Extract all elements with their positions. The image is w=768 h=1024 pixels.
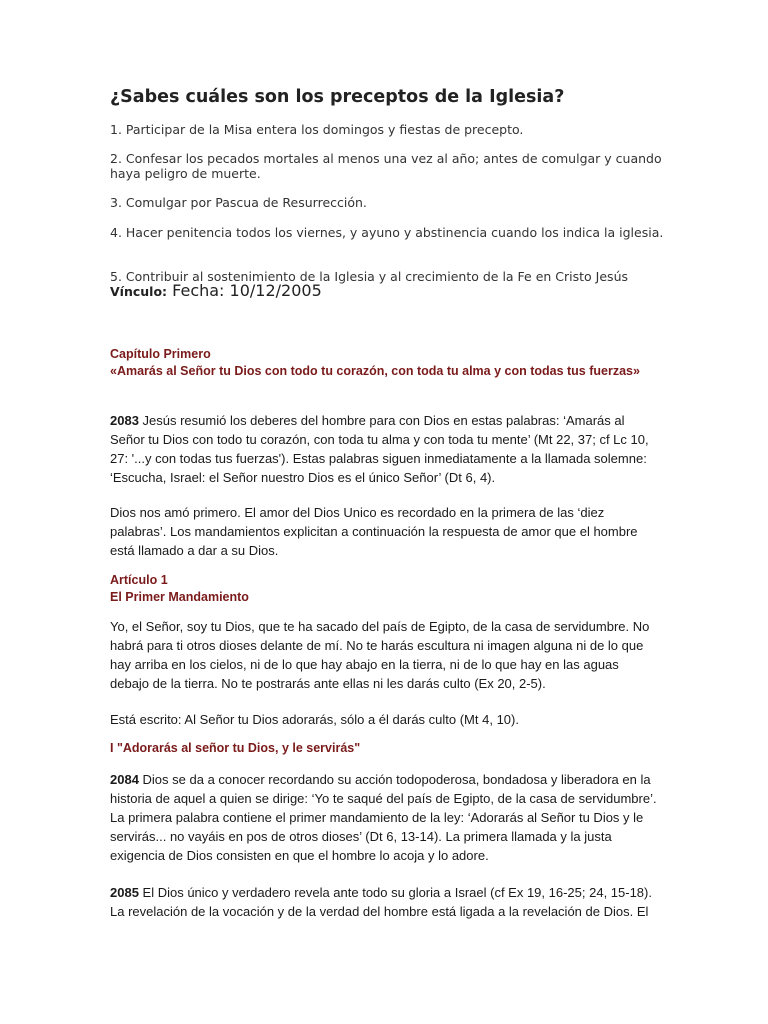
chapter-quote: «Amarás al Señor tu Dios con todo tu corazón, con toda tu alma y con todas tus fuerzas» <box>110 364 640 378</box>
paragraph-2083 <box>110 411 660 487</box>
article-heading <box>110 572 710 606</box>
page-title: ¿Sabes cuáles son los preceptos de la Iglesia? <box>110 87 565 107</box>
paragraph-dios-nos-amo: Dios nos amó primero. El amor del Dios Unico es recordado en la primera de las ‘diez palabras’. Los mandamientos explicitan a continuación la respuesta de amor que el hombre está llamado a dar a su Dios. <box>110 505 638 558</box>
paragraph-2085 <box>110 883 660 921</box>
chapter-heading <box>110 346 710 380</box>
paragraph-number: 2083 <box>110 413 139 428</box>
paragraph-number: 2084 <box>110 772 139 787</box>
precept-3: 3. Comulgar por Pascua de Resurrección. <box>110 195 367 210</box>
paragraph-text: Dios se da a conocer recordando su acción todopoderosa, bondadosa y liberadora en la historia de aquel a quien se dirige: ‘Yo te saqué del país de Egipto, de la casa de servidumbre’. La primera palabra contiene el primer mandamiento de la ley: ‘Adorarás al Señor tu Dios y le servirás... no vayáis en pos de otros dioses’ (Dt 6, 13-14). La primera llamada y la justa exigencia de Dios consisten en que el hombre lo acoja y lo adore. <box>110 772 657 863</box>
paragraph-text: El Dios único y verdadero revela ante todo su gloria a Israel (cf Ex 19, 16-25; 24, 15-18). La revelación de la vocación y de la verdad del hombre está ligada a la revelación de Dios. El <box>110 885 652 919</box>
vinculo-label: Vínculo: <box>110 284 168 299</box>
article-title: El Primer Mandamiento <box>110 590 249 604</box>
paragraph-esta-escrito: Está escrito: Al Señor tu Dios adorarás, sólo a él darás culto (Mt 4, 10). <box>110 712 519 727</box>
paragraph-2084 <box>110 770 660 865</box>
fecha-date: Fecha: 10/12/2005 <box>172 281 322 300</box>
precept-2: 2. Confesar los pecados mortales al menos una vez al año; antes de comulgar y cuando haya peligro de muerte. <box>110 151 662 181</box>
precept-1: 1. Participar de la Misa entera los domingos y fiestas de precepto. <box>110 122 524 137</box>
paragraph-number: 2085 <box>110 885 139 900</box>
chapter-label: Capítulo Primero <box>110 347 211 361</box>
section-heading: I "Adorarás al señor tu Dios, y le servirás" <box>110 741 361 755</box>
precept-5: 5. Contribuir al sostenimiento de la Iglesia y al crecimiento de la Fe en Cristo Jesús <box>110 269 629 284</box>
paragraph-yo-el-senor: Yo, el Señor, soy tu Dios, que te ha sacado del país de Egipto, de la casa de servidumbre. No habrá para ti otros dioses delante de mí. No te harás escultura ni imagen alguna ni de lo que hay arriba en los cielos, ni de lo que hay abajo en la tierra, ni de lo que hay en las aguas debajo de la tierra. No te postrarás ante ellas ni les darás culto (Ex 20, 2-5). <box>110 619 650 691</box>
paragraph-text: Jesús resumió los deberes del hombre para con Dios en estas palabras: ‘Amarás al Señor tu Dios con todo tu corazón, con toda tu alma y con toda tu mente’ (Mt 22, 37; cf Lc 10, 27: '...y con todas tus fuerzas'). Estas palabras siguen inmediatamente a la llamada solemne: ‘Escucha, Israel: el Señor nuestro Dios es el único Señor’ (Dt 6, 4). <box>110 413 649 485</box>
precept-4: 4. Hacer penitencia todos los viernes, y ayuno y abstinencia cuando los indica la iglesia. <box>110 225 664 240</box>
vinculo-line <box>110 281 322 300</box>
article-label: Artículo 1 <box>110 573 168 587</box>
